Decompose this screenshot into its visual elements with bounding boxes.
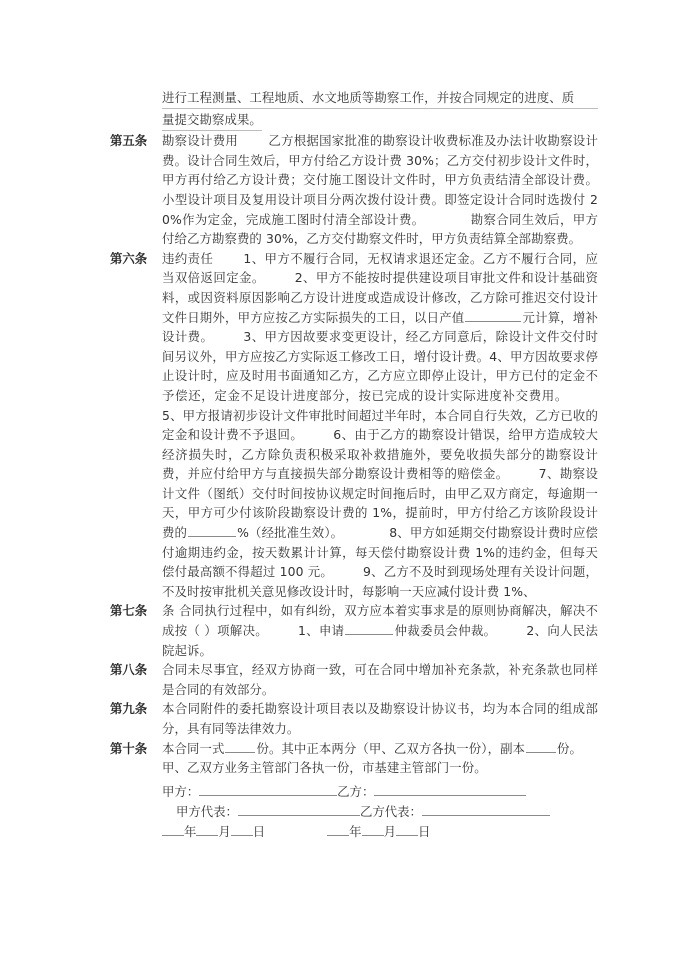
article-5-title: 勘察设计费用 bbox=[162, 133, 239, 149]
article-7-item-1-post: 仲裁委员会仲裁。 bbox=[394, 623, 497, 639]
article-7-body bbox=[162, 601, 598, 660]
article-5-label: 第五条 bbox=[110, 133, 148, 149]
article-6-body bbox=[162, 249, 598, 602]
article-6-label: 第六条 bbox=[110, 250, 148, 266]
signature-row-dates bbox=[162, 822, 598, 842]
continuation-line-2: 量提交勘察成果。 bbox=[162, 110, 262, 131]
article-6-item-7: 7、勘察设计文件（图纸）交付时间按协议规定时间拖后时，由甲乙双方商定，每逾期一天，甲方可少付该阶段勘察设计费的 1%，提前时，甲方付给乙方该阶段设计费的 bbox=[162, 466, 598, 541]
article-6-item-8: 8、甲方如延期交付勘察设计费时应偿付逾期违约金，按天数累计计算，每天偿付勘察设计费 1%的违约金，但每天偿付最高额不得超过 100 元。 bbox=[162, 525, 598, 580]
article-7-label: 第七条 bbox=[110, 603, 148, 619]
party-b-rep-signature-line[interactable] bbox=[422, 803, 550, 816]
party-a-rep-signature-line[interactable] bbox=[238, 803, 360, 816]
article-8-body: 合同未尽事宜，经双方协商一致，可在合同中增加补充条款，补充条款也同样是合同的有效部分。 bbox=[162, 662, 598, 697]
signature-block bbox=[162, 782, 598, 842]
article-8 bbox=[110, 660, 598, 699]
article-6-item-5: 5、甲方报请初步设计文件审批时间超过半年时，本合同自行失效，乙方已收的定金和设计费不予退回。 bbox=[162, 407, 598, 443]
party-b-rep-label: 乙方代表： bbox=[359, 803, 422, 819]
article-6-item-1: 1、甲方不履行合同，无权请求退还定金。乙方不履行合同，应当双倍返回定金。 bbox=[162, 250, 598, 286]
article-10-text-4: 甲、乙双方业务主管部门各执一份，市基建主管部门一份。 bbox=[162, 760, 487, 776]
copies-total-blank[interactable] bbox=[225, 740, 255, 753]
article-10-label: 第十条 bbox=[110, 740, 148, 756]
party-a-day-label: 日 bbox=[252, 823, 266, 839]
party-b-month-label: 月 bbox=[383, 823, 396, 839]
continuation-line-1: 进行工程测量、工程地质、水文地质等勘察工作，并按合同规定的进度、质 bbox=[162, 88, 598, 109]
arbitration-committee-blank[interactable] bbox=[345, 622, 393, 635]
party-b-label: 乙方： bbox=[337, 783, 375, 799]
article-5-body bbox=[162, 131, 598, 249]
party-b-year-label: 年 bbox=[349, 823, 362, 839]
party-a-month-label: 月 bbox=[218, 823, 231, 839]
article-10-text-1: 本合同一式 bbox=[162, 740, 225, 756]
article-5-text: 乙方根据国家批准的勘察设计收费标准及办法计收勘察设计费。设计合同生效后，甲方付给乙方设计费 30%；乙方交付初步设计文件时，甲方再付给乙方设计费；交付施工图设计文件时，甲方负责结清全部设计费。小型设计项目及复用设计项目分两次拨付设计费。即签定设计合同时选拨付 20%作为定金，完成施工图时付清全部设计费。 bbox=[162, 133, 598, 227]
article-8-label: 第八条 bbox=[110, 662, 148, 678]
party-b-day-blank[interactable] bbox=[396, 823, 418, 836]
party-a-signature-line[interactable] bbox=[199, 783, 337, 796]
article-5-text-2: 勘察合同生效后，甲方付给乙方勘察费的 30%，乙方交付勘察文件时，甲方负责结算全部勘察费。 bbox=[162, 211, 598, 247]
party-a-year-blank[interactable] bbox=[162, 823, 184, 836]
article-10 bbox=[110, 739, 598, 778]
copies-duplicate-blank[interactable] bbox=[526, 740, 556, 753]
article-10-text-3: 份。 bbox=[557, 740, 583, 756]
article-9-body: 本合同附件的委托勘察设计项目表以及勘察设计协议书，均为本合同的组成部分，具有同等法律效力。 bbox=[162, 701, 598, 736]
article-6 bbox=[110, 249, 598, 602]
article-6-title: 违约责任 bbox=[162, 250, 214, 266]
article-6-item-2: 2、甲方不能按时提供建设项目审批文件和设计基础资料，或因资料原因影响乙方设计进度或造成设计修改，乙方除可推迟交付设计文件日期外，甲方应按乙方实际损失的工日，以日产值 bbox=[162, 270, 598, 325]
party-a-rep-label: 甲方代表： bbox=[176, 803, 238, 819]
article-6-item-9: 9、乙方不及时到现场处理有关设计问题，不及时按审批机关意见修改设计时，每影响一天应减付设计费 1%、 bbox=[162, 564, 598, 599]
daily-output-value-blank[interactable] bbox=[465, 309, 521, 322]
article-10-text-2: 份。其中正本两分（甲、乙双方各执一份），副本 bbox=[256, 740, 526, 756]
advance-percent-blank[interactable] bbox=[188, 524, 236, 537]
article-7-item-1-pre: 1、申请 bbox=[298, 623, 345, 639]
party-b-signature-line[interactable] bbox=[374, 783, 526, 796]
article-10-body bbox=[162, 739, 598, 778]
article-6-item-7-cont: %（经批准生效）。 bbox=[237, 525, 344, 541]
party-a-year-label: 年 bbox=[184, 823, 197, 839]
article-7 bbox=[110, 601, 598, 660]
party-b-year-blank[interactable] bbox=[327, 823, 349, 836]
article-9-label: 第九条 bbox=[110, 701, 148, 717]
party-b-day-label: 日 bbox=[417, 823, 431, 839]
continuation-paragraph bbox=[162, 88, 598, 131]
party-a-label: 甲方： bbox=[162, 783, 200, 799]
party-a-month-blank[interactable] bbox=[196, 823, 218, 836]
article-6-item-3: 3、甲方因故要求变更设计，经乙方同意后，除设计文件交付时间另议外，甲方应按乙方实际返工修改工日，增付设计费。 bbox=[162, 329, 598, 364]
signature-row-parties bbox=[162, 782, 598, 802]
article-6-item-6: 6、由于乙方的勘察设计错误，给甲方造成较大经济损失时，乙方除负责积极采取补救措施外，要免收损失部分的勘察设计费，并应付给甲方与直接损失部分勘察设计费相等的赔偿金。 bbox=[162, 427, 598, 482]
party-b-month-blank[interactable] bbox=[362, 823, 384, 836]
article-6-item-4: 4、甲方因故要求停止设计时，应及时用书面通知乙方，乙方应立即停止设计，甲方已付的定金不予偿还，定金不足设计进度部分，按已完成的设计实际进度补交费用。 bbox=[162, 348, 598, 403]
party-a-day-blank[interactable] bbox=[231, 823, 253, 836]
article-7-text: 条 合同执行过程中，如有纠纷，双方应本着实事求是的原则协商解决，解决不成按（ ）项解决。 bbox=[162, 603, 598, 639]
article-6-item-2-cont: 元计算，增补设计费。 bbox=[162, 309, 598, 345]
article-9 bbox=[110, 699, 598, 738]
signature-row-representatives bbox=[162, 802, 598, 822]
article-7-item-2: 2、向人民法院起诉。 bbox=[162, 623, 598, 658]
article-5 bbox=[110, 131, 598, 249]
